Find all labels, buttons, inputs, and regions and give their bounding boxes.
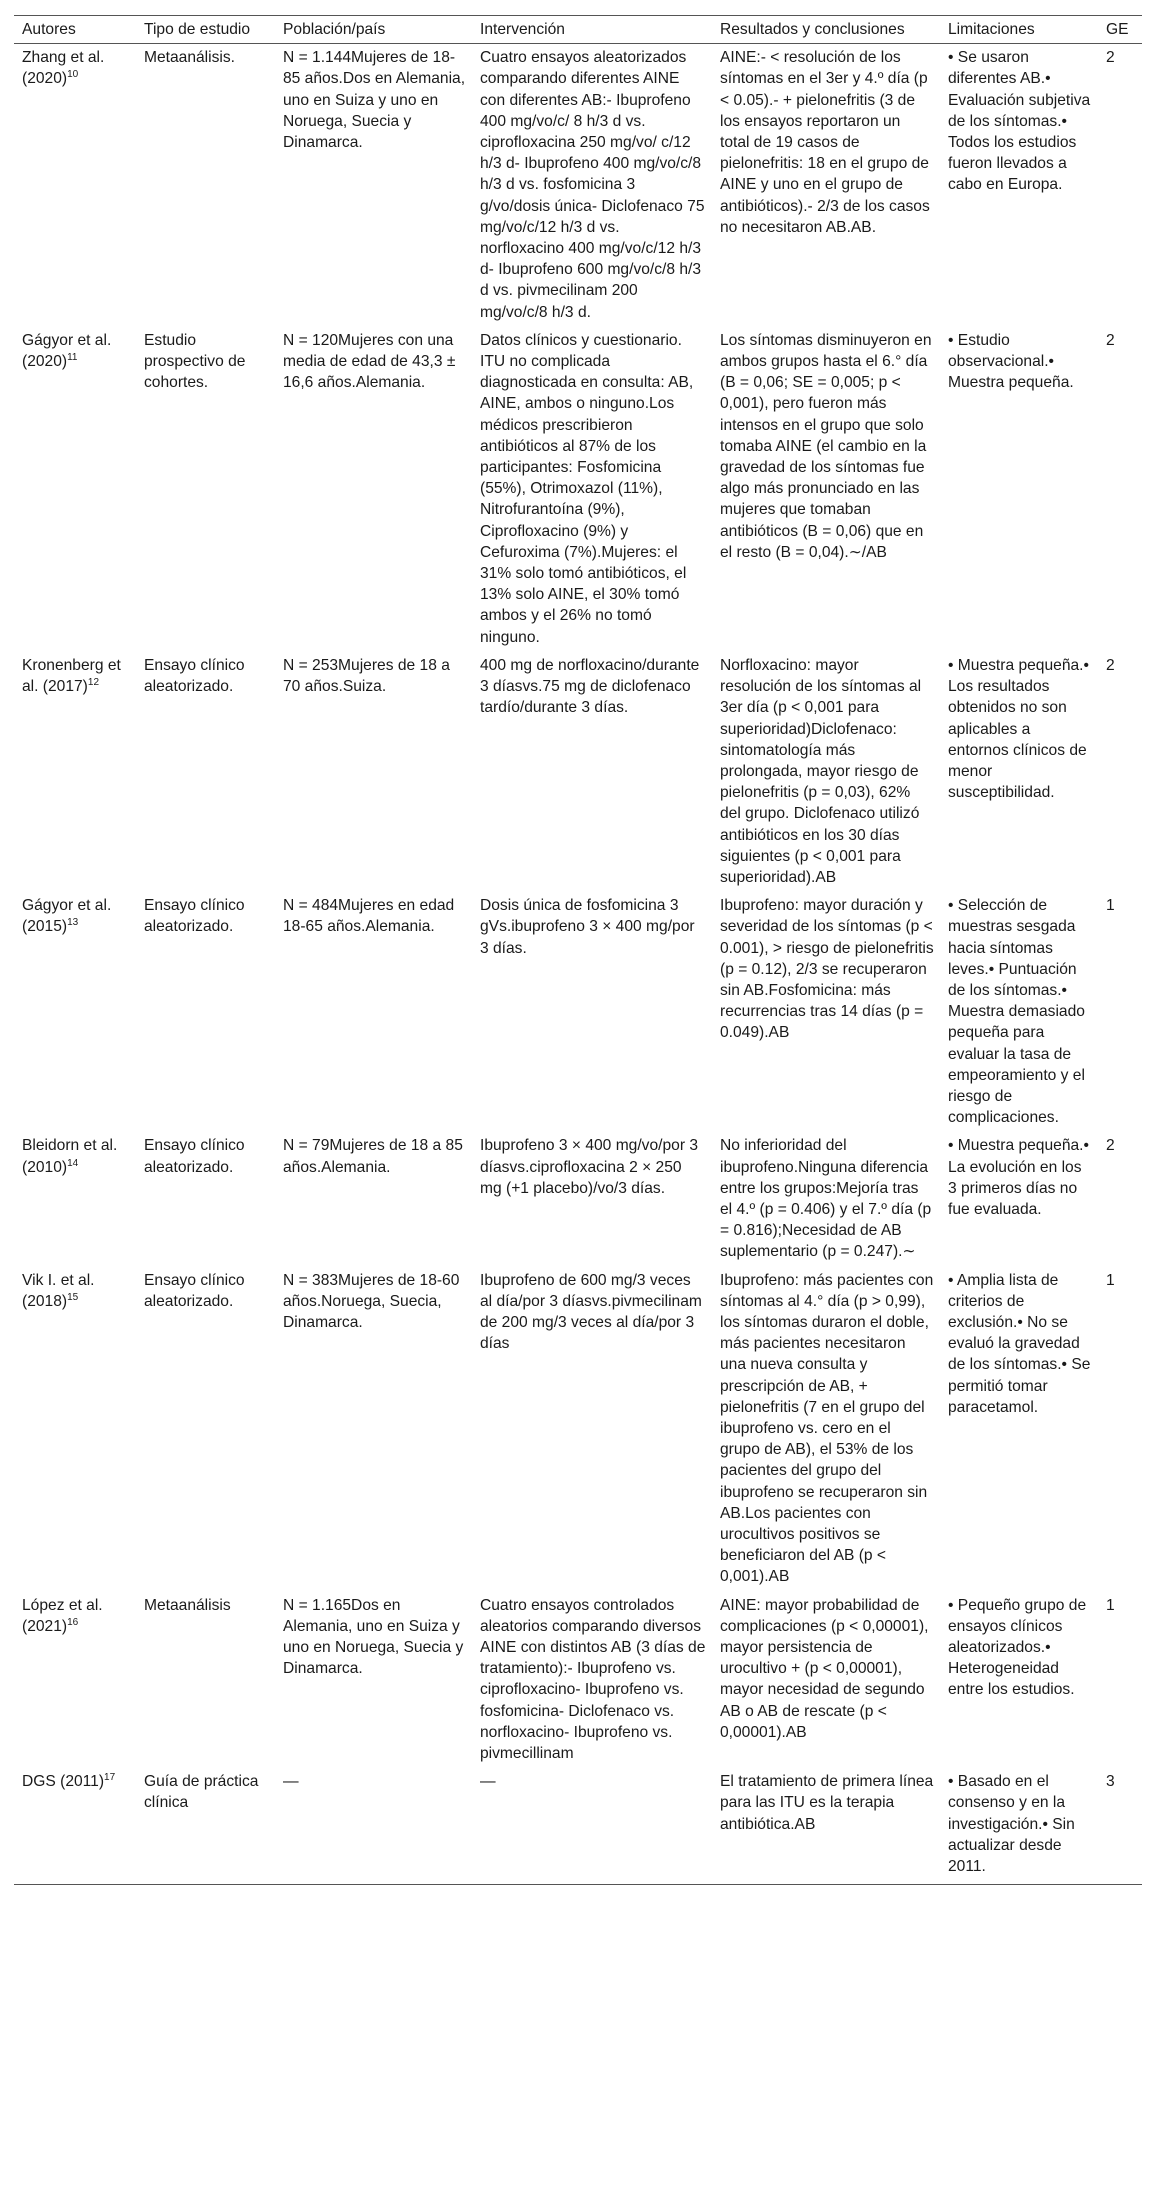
- study-type-cell: Metaanálisis.: [144, 49, 236, 67]
- author-text: Vik I. et al. (2018): [22, 1271, 95, 1310]
- results-cell: No inferioridad del ibuprofeno.Ninguna diferencia entre los grupos:Mejoría tras el 4.º (p = 0.406) y el 7.º día (p = 0.816);Necesidad de AB suplementario (p = 0.247).∼: [720, 1137, 932, 1261]
- population-cell: N = 383Mujeres de 18-60 años.Noruega, Suecia, Dinamarca.: [283, 1271, 460, 1331]
- intervention-cell: Datos clínicos y cuestionario. ITU no complicada diagnosticada en consulta: AB, AINE, ambos o ninguno.Los médicos prescribieron antibióticos al 87% de los participantes: Fosfomicina (55%), Otrimoxazol (11%), Nitrofurantoína (9%), Ciprofloxacino (9%) y Cefuroxima (7%).Mujeres: el 31% solo tomó antibióticos, el 13% solo AINE, el 30% tomó ambos y el 26% no tomó ninguno.: [480, 331, 694, 646]
- reference-number: 17: [104, 1772, 116, 1784]
- limitations-cell: • Muestra pequeña.• La evolución en los 3 primeros días no fue evaluada.: [948, 1137, 1089, 1218]
- col-header-autores: Autores: [14, 16, 136, 44]
- table-row: [14, 1592, 1142, 1769]
- reference-number: 15: [67, 1291, 79, 1303]
- limitations-cell: • Amplia lista de criterios de exclusión.• No se evaluó la gravedad de los síntomas.• Se permitió tomar paracetamol.: [948, 1271, 1091, 1416]
- results-cell: El tratamiento de primera línea para las ITU es la terapia antibiótica.AB: [712, 1768, 940, 1884]
- author-cell: [14, 44, 136, 327]
- limitations-cell: • Pequeño grupo de ensayos clínicos aleatorizados.• Heterogeneidad entre los estudios.: [948, 1596, 1087, 1699]
- population-cell: N = 484Mujeres en edad 18-65 años.Alemania.: [283, 897, 455, 936]
- ge-cell: 3: [1098, 1768, 1142, 1884]
- studies-table: [14, 15, 1142, 1885]
- col-header-poblacion: Población/país: [275, 16, 472, 44]
- col-header-tipo: Tipo de estudio: [136, 16, 275, 44]
- author-cell: [14, 1768, 136, 1884]
- ge-cell: 1: [1106, 1596, 1115, 1614]
- table-row: [14, 652, 1142, 892]
- intervention-cell: 400 mg de norfloxacino/durante 3 díasvs.75 mg de diclofenaco tardío/durante 3 días.: [480, 656, 700, 717]
- ge-cell: 2: [1106, 331, 1115, 349]
- author-cell: [14, 1592, 136, 1769]
- author-text: Bleidorn et al. (2010): [22, 1137, 118, 1176]
- author-text: Kronenberg et al. (2017): [22, 656, 121, 696]
- limitations-cell: • Basado en el consenso y en la investigación.• Sin actualizar desde 2011.: [940, 1768, 1098, 1884]
- intervention-cell: Ibuprofeno de 600 mg/3 veces al día/por 3 díasvs.pivmecilinam de 200 mg/3 veces al día/por 3 días: [480, 1271, 702, 1353]
- limitations-cell: • Selección de muestras sesgada hacia síntomas leves.• Puntuación de los síntomas.• Muestra demasiado pequeña para evaluar la tasa de empeoramiento y el riesgo de complicaciones.: [948, 897, 1085, 1127]
- author-cell: [14, 1132, 136, 1266]
- author-text: DGS (2011): [22, 1773, 105, 1791]
- results-cell: AINE:- < resolución de los síntomas en el 3er y 4.º día (p < 0.05).- + pielonefritis (3 de los ensayos reportaron un total de 19 casos de pielonefritis: 18 en el grupo de AINE y uno en el grupo de antibióticos).- 2/3 de los casos no necesitaron AB.AB.: [720, 49, 930, 236]
- reference-number: 13: [67, 917, 79, 929]
- intervention-cell: —: [472, 1768, 712, 1884]
- author-cell: [14, 652, 136, 892]
- table-row: [14, 44, 1142, 327]
- results-cell: Norfloxacino: mayor resolución de los síntomas al 3er día (p < 0,001 para superioridad)Diclofenaco: sintomatología más prolongada, mayor riesgo de pielonefritis (p = 0,03), 62% del grupo. Diclofenaco utilizó antibióticos en los 30 días siguientes (p < 0,001 para superioridad).AB: [720, 656, 922, 886]
- results-cell: Ibuprofeno: mayor duración y severidad de los síntomas (p < 0.001), > riesgo de pielonefritis (p = 0.12), 2/3 se recuperaron sin AB.Fosfomicina: más recurrencias tras 14 días (p = 0.049).AB: [720, 897, 934, 1042]
- author-text: Gágyor et al. (2015): [22, 897, 112, 936]
- author-cell: [14, 1267, 136, 1592]
- intervention-cell: Ibuprofeno 3 × 400 mg/vo/por 3 díasvs.ciprofloxacina 2 × 250 mg (+1 placebo)/vo/3 días.: [480, 1137, 699, 1197]
- col-header-intervencion: Intervención: [472, 16, 712, 44]
- population-cell: N = 1.165Dos en Alemania, uno en Suiza y uno en Noruega, Suecia y Dinamarca.: [283, 1596, 464, 1678]
- results-cell: Ibuprofeno: más pacientes con síntomas al 4.° día (p > 0,99), los síntomas duraron el doble, más pacientes necesitaron una nueva consulta y prescripción de AB, + pielonefritis (7 en el grupo del ibuprofeno vs. cero en el grupo de AB), el 53% de los pacientes del grupo del ibuprofeno se recuperaron sin AB.Los pacientes con urocultivos positivos se beneficiaron del AB (p < 0,001).AB: [720, 1271, 934, 1586]
- intervention-cell: Cuatro ensayos aleatorizados comparando diferentes AINE con diferentes AB:- Ibuprofeno 400 mg/vo/c/ 8 h/3 d vs. ciprofloxacina 250 mg/vo/ c/12 h/3 d- Ibuprofeno 400 mg/vo/c/8 h/3 d vs. fosfomicina 3 g/vo/dosis única- Diclofenaco 75 mg/vo/c/12 h/3 d vs. norfloxacino 400 mg/vo/c/12 h/3 d- Ibuprofeno 600 mg/vo/c/8 h/3 d vs. pivmecilinam 200 mg/vo/c/8 h/3 d.: [480, 49, 705, 321]
- intervention-cell: Dosis única de fosfomicina 3 gVs.ibuprofeno 3 × 400 mg/por 3 días.: [480, 897, 695, 957]
- reference-number: 16: [67, 1616, 79, 1628]
- study-type-cell: Ensayo clínico aleatorizado.: [144, 656, 245, 696]
- author-text: Zhang et al. (2020): [22, 49, 105, 88]
- study-type-cell: Ensayo clínico aleatorizado.: [144, 897, 245, 936]
- table-row: [14, 1132, 1142, 1266]
- population-cell: N = 79Mujeres de 18 a 85 años.Alemania.: [283, 1137, 463, 1176]
- col-header-resultados: Resultados y conclusiones: [712, 16, 940, 44]
- col-header-limitaciones: Limitaciones: [940, 16, 1098, 44]
- study-type-cell: Ensayo clínico aleatorizado.: [144, 1271, 245, 1310]
- ge-cell: 1: [1106, 1271, 1115, 1289]
- table-row: [14, 1267, 1142, 1592]
- ge-cell: 1: [1106, 897, 1115, 915]
- col-header-ge: GE: [1098, 16, 1142, 44]
- reference-number: 10: [67, 69, 79, 81]
- study-type-cell: Estudio prospectivo de cohortes.: [144, 331, 246, 392]
- author-text: Gágyor et al. (2020): [22, 331, 112, 371]
- limitations-cell: • Estudio observacional.• Muestra pequeña.: [948, 331, 1074, 392]
- results-cell: AINE: mayor probabilidad de complicaciones (p < 0,00001), mayor persistencia de urocultivo + (p < 0,00001), mayor necesidad de segundo AB o AB de rescate (p < 0,00001).AB: [720, 1596, 929, 1741]
- table-row: [14, 1768, 1142, 1884]
- reference-number: 12: [87, 676, 100, 688]
- limitations-cell: • Se usaron diferentes AB.• Evaluación subjetiva de los síntomas.• Todos los estudios fueron llevados a cabo en Europa.: [948, 49, 1091, 194]
- population-cell: —: [275, 1768, 472, 1884]
- table-row: [14, 892, 1142, 1132]
- header-row: [14, 16, 1142, 44]
- author-cell: [14, 892, 136, 1132]
- study-type-cell: Guía de práctica clínica: [136, 1768, 275, 1884]
- reference-number: 11: [67, 351, 78, 363]
- intervention-cell: Cuatro ensayos controlados aleatorios comparando diversos AINE con distintos AB (3 días de tratamiento):- Ibuprofeno vs. ciprofloxacino- Ibuprofeno vs. fosfomicina- Diclofenaco vs. norfloxacino- Ibuprofeno vs. pivmecillinam: [480, 1596, 706, 1763]
- author-text: López et al. (2021): [22, 1596, 103, 1635]
- study-type-cell: Metaanálisis: [144, 1596, 231, 1614]
- limitations-cell: • Muestra pequeña.• Los resultados obtenidos no son aplicables a entornos clínicos de menor susceptibilidad.: [948, 656, 1089, 802]
- ge-cell: 2: [1106, 1137, 1115, 1155]
- table-row: [14, 327, 1142, 652]
- population-cell: N = 120Mujeres con una media de edad de 43,3 ± 16,6 años.Alemania.: [283, 331, 456, 392]
- ge-cell: 2: [1106, 656, 1115, 674]
- author-cell: [14, 327, 136, 652]
- population-cell: N = 253Mujeres de 18 a 70 años.Suiza.: [283, 656, 450, 696]
- reference-number: 14: [67, 1157, 79, 1169]
- results-cell: Los síntomas disminuyeron en ambos grupos hasta el 6.° día (B = 0,06; SE = 0,005; p < 0,001), pero fueron más intensos en el grupo que solo tomaba AINE (el cambio en la gravedad de los síntomas fue algo más pronunciado en las mujeres que tomaban antibióticos (B = 0,06) que en el resto (B = 0,04).∼/AB: [720, 331, 932, 561]
- study-type-cell: Ensayo clínico aleatorizado.: [144, 1137, 245, 1176]
- ge-cell: 2: [1106, 49, 1115, 67]
- population-cell: N = 1.144Mujeres de 18-85 años.Dos en Alemania, uno en Suiza y uno en Noruega, Suecia y Dinamarca.: [283, 49, 466, 152]
